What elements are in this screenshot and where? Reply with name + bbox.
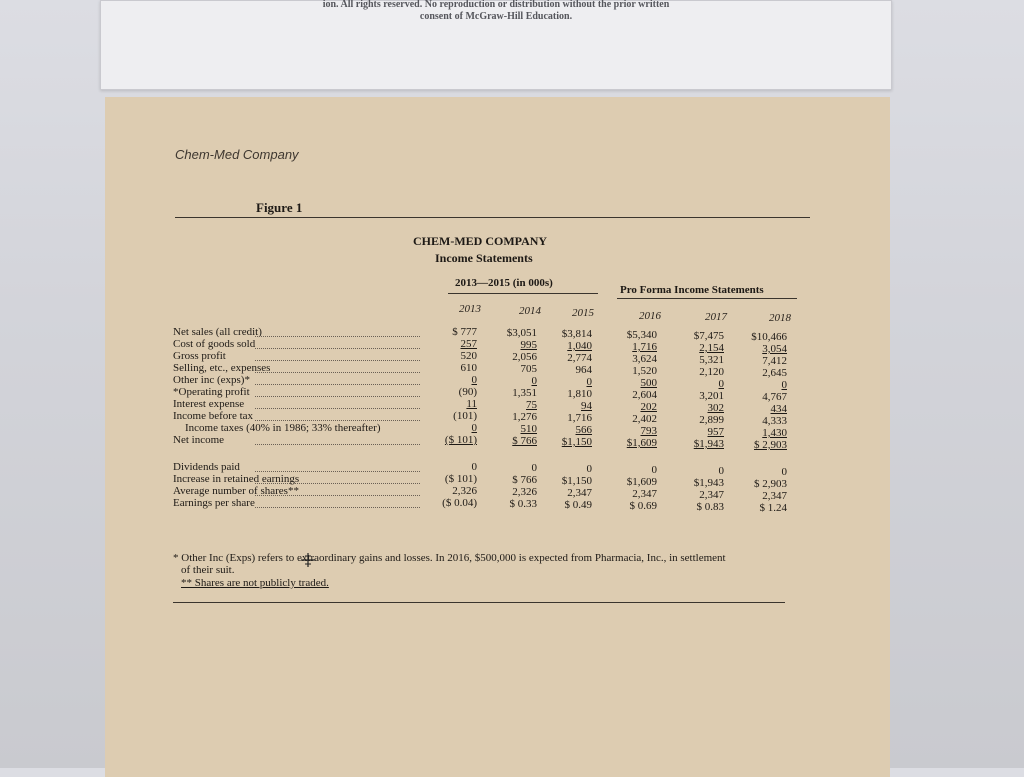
dotted-leader [255, 360, 420, 361]
cell-value: 510 [520, 423, 537, 435]
cell-value: 705 [520, 363, 537, 375]
cell-value: 0 [586, 463, 592, 475]
cell-value: 995 [520, 339, 537, 351]
cell-value: 11 [466, 398, 477, 410]
cell-value: 1,040 [567, 340, 592, 352]
dotted-leader [255, 408, 420, 409]
cell-value: $3,051 [506, 327, 537, 339]
cell-value: 4,333 [762, 415, 787, 427]
cell-value: $1,609 [626, 437, 657, 449]
cell-value: 5,321 [699, 354, 724, 366]
pro-forma-header-rule [617, 298, 797, 299]
cell-value: 2,604 [632, 389, 657, 401]
row-label: *Operating profit [173, 386, 250, 398]
pro-forma-header: Pro Forma Income Statements [620, 284, 764, 296]
year-header-2016: 2016 [639, 310, 661, 322]
cell-value: 2,347 [567, 487, 592, 499]
cell-value: 2,774 [567, 352, 592, 364]
dotted-leader [255, 420, 420, 421]
cell-value: $7,475 [693, 330, 724, 342]
cell-value: 964 [575, 364, 592, 376]
cell-value: 0 [781, 379, 787, 391]
cell-value: 4,767 [762, 391, 787, 403]
cell-value: 0 [471, 422, 477, 434]
cell-value: 2,645 [762, 367, 787, 379]
cell-value: $ 2,903 [754, 439, 787, 451]
dotted-leader [255, 483, 420, 484]
dotted-leader [255, 471, 420, 472]
row-label: Dividends paid [173, 461, 240, 473]
dotted-leader [255, 495, 420, 496]
row-label: Interest expense [173, 398, 245, 410]
cell-value: 0 [531, 375, 537, 387]
dotted-leader [255, 444, 420, 445]
cell-value: 0 [471, 374, 477, 386]
cell-value: ($ 101) [444, 434, 477, 446]
company-caption: Chem-Med Company [175, 147, 299, 162]
dotted-leader [255, 372, 420, 373]
row-label: Other inc (exps)* [173, 374, 250, 386]
cell-value: 3,054 [762, 343, 787, 355]
cell-value: ($ 0.04) [442, 497, 477, 509]
figure-label: Figure 1 [256, 200, 303, 215]
copyright-notice-line1: ion. All rights reserved. No reproduction or distribution without the prior written [322, 0, 670, 10]
cell-value: (101) [453, 410, 477, 422]
cell-value: 1,716 [567, 412, 592, 424]
cell-value: 2,326 [452, 485, 477, 497]
cell-value: 0 [531, 462, 537, 474]
cell-value: $ 0.33 [509, 498, 537, 510]
cell-value: $ 0.49 [564, 499, 592, 511]
cell-value: $ 777 [452, 326, 477, 338]
cell-value: 1,351 [512, 387, 537, 399]
footnote-other-income-line1: * Other Inc (Exps) refers to extraordinary gains and losses. In 2016, $500,000 is expected from Pharmacia, Inc., in settlement [173, 552, 726, 564]
cell-value: 2,347 [632, 488, 657, 500]
copyright-notice-line2: consent of McGraw-Hill Education. [419, 11, 573, 22]
document-title: CHEM-MED COMPANY [413, 234, 548, 248]
cell-value: $ 0.83 [696, 501, 724, 513]
row-label: Income taxes (40% in 1986; 33% thereafter) [185, 422, 381, 434]
cell-value: 2,056 [512, 351, 537, 363]
cell-value: $ 1.24 [759, 502, 787, 514]
cell-value: 2,347 [699, 489, 724, 501]
cell-value: 0 [718, 378, 724, 390]
cell-value: 2,899 [699, 414, 724, 426]
historical-header: 2013—2015 (in 000s) [455, 277, 553, 289]
cell-value: $1,609 [626, 476, 657, 488]
cell-value: $1,150 [561, 436, 592, 448]
dotted-leader [255, 336, 420, 337]
year-header-2015: 2015 [572, 307, 594, 319]
row-label: Increase in retained earnings [173, 473, 300, 485]
cell-value: 3,624 [632, 353, 657, 365]
cell-value: 434 [770, 403, 787, 415]
cell-value: $ 0.69 [629, 500, 657, 512]
row-label: Net income [173, 434, 225, 446]
row-label: Gross profit [173, 350, 226, 362]
year-header-2013: 2013 [459, 303, 481, 315]
historical-header-rule [448, 293, 598, 294]
footer-divider [173, 602, 785, 603]
cell-value: 202 [640, 401, 657, 413]
cell-value: 7,412 [762, 355, 787, 367]
cell-value: 2,402 [632, 413, 657, 425]
cell-value: $1,943 [693, 477, 724, 489]
cell-value: (90) [458, 386, 477, 398]
footnote-shares: ** Shares are not publicly traded. [181, 577, 329, 589]
dotted-leader [255, 348, 420, 349]
cell-value: 1,520 [632, 365, 657, 377]
cell-value: 2,154 [699, 342, 724, 354]
year-header-2018: 2018 [769, 312, 791, 324]
cell-value: 2,347 [762, 490, 787, 502]
document-subtitle: Income Statements [435, 251, 533, 265]
footnote-other-income-cont: of their suit. [181, 564, 235, 576]
cell-value: 302 [707, 402, 724, 414]
cell-value: 94 [581, 400, 592, 412]
cell-value: 610 [460, 362, 477, 374]
cell-value: $5,340 [626, 329, 657, 341]
cell-value: 0 [471, 461, 477, 473]
cell-value: $1,943 [693, 438, 724, 450]
document-sheet [105, 97, 890, 777]
cell-value: 520 [460, 350, 477, 362]
cell-value: 500 [640, 377, 657, 389]
row-label: Income before tax [173, 410, 254, 422]
cell-value: $ 2,903 [754, 478, 787, 490]
row-label: Cost of goods sold [173, 338, 256, 350]
cell-value: $ 766 [512, 435, 537, 447]
row-label: Earnings per share [173, 497, 255, 509]
cell-value: 0 [781, 466, 787, 478]
cell-value: 1,276 [512, 411, 537, 423]
dotted-leader [255, 507, 420, 508]
cell-value: $1,150 [561, 475, 592, 487]
crosshair-cursor-icon [301, 553, 315, 567]
cell-value: 2,326 [512, 486, 537, 498]
footnote-other-income [173, 552, 726, 564]
cell-value: 257 [460, 338, 477, 350]
dotted-leader [255, 396, 420, 397]
dotted-leader [255, 384, 420, 385]
cell-value: 0 [586, 376, 592, 388]
header-divider [175, 217, 810, 218]
year-header-2014: 2014 [519, 305, 541, 317]
cell-value: 0 [718, 465, 724, 477]
copyright-notice-card [100, 0, 892, 90]
cell-value: $3,814 [561, 328, 592, 340]
cell-value: 957 [707, 426, 724, 438]
cell-value: 1,810 [567, 388, 592, 400]
row-label: Net sales (all credit) [173, 326, 262, 338]
cell-value: 75 [526, 399, 537, 411]
year-header-2017: 2017 [705, 311, 727, 323]
row-label: Selling, etc., expenses [173, 362, 271, 374]
cell-value: $ 766 [512, 474, 537, 486]
cell-value: 566 [575, 424, 592, 436]
cell-value: $10,466 [751, 331, 787, 343]
cell-value: ($ 101) [444, 473, 477, 485]
cell-value: 3,201 [699, 390, 724, 402]
cell-value: 1,716 [632, 341, 657, 353]
cell-value: 1,430 [762, 427, 787, 439]
cell-value: 793 [640, 425, 657, 437]
cell-value: 0 [651, 464, 657, 476]
row-label: Average number of shares** [173, 485, 299, 497]
cell-value: 2,120 [699, 366, 724, 378]
